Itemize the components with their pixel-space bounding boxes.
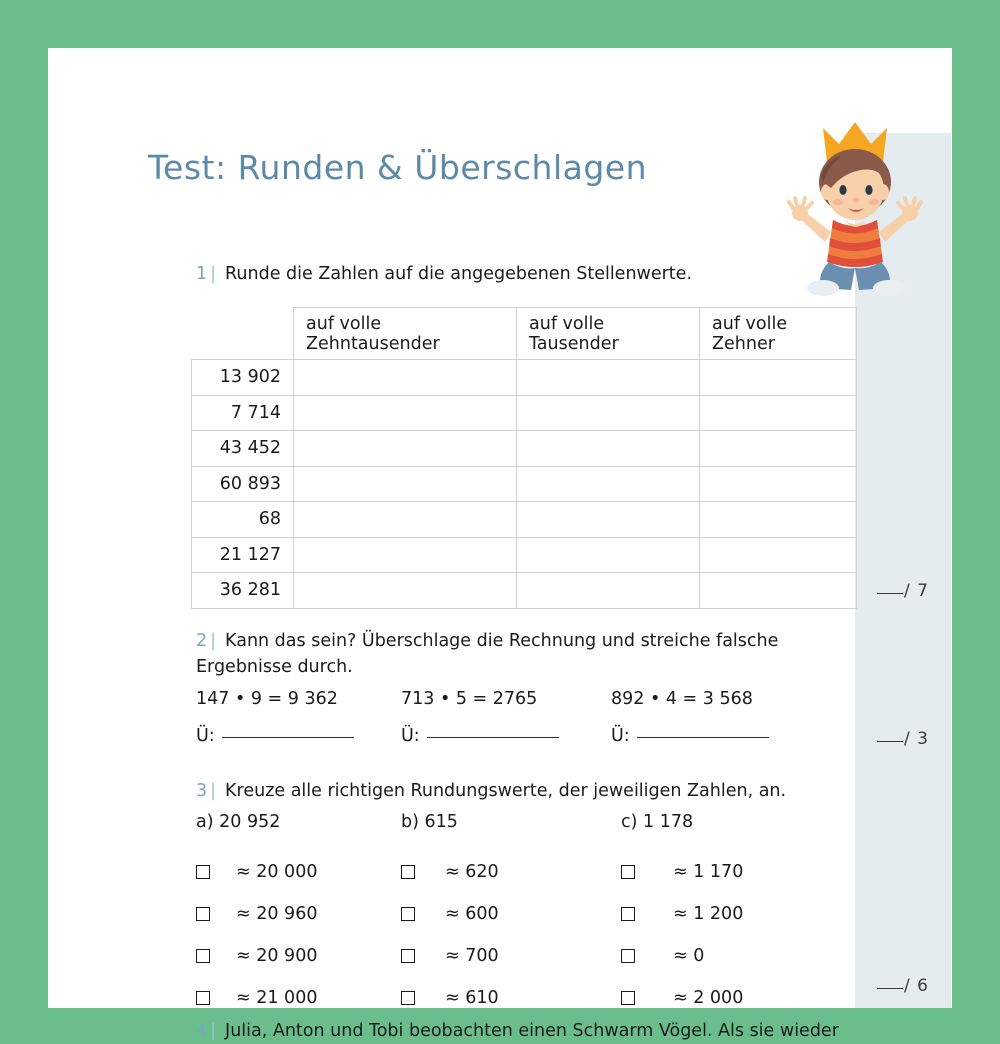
answer-cell-c1[interactable] bbox=[294, 502, 517, 538]
exercise-1-number: 1 | bbox=[196, 264, 217, 284]
exercise-2-instruction: Kann das sein? Überschlage die Rechnung und streiche falsche Ergebnisse durch. bbox=[196, 631, 779, 678]
option-row[interactable] bbox=[621, 935, 743, 977]
answer-cell-c1[interactable] bbox=[294, 395, 517, 431]
checkbox[interactable] bbox=[196, 991, 210, 1005]
exercise-3-instruction: Kreuze alle richtigen Rundungswerte, der jeweiligen Zahlen, an. bbox=[225, 781, 787, 801]
rounding-table bbox=[191, 307, 857, 609]
checkbox[interactable] bbox=[401, 991, 415, 1005]
option-row[interactable] bbox=[621, 977, 743, 1019]
option-value: ≈ 2 000 bbox=[673, 988, 744, 1008]
checkbox[interactable] bbox=[401, 865, 415, 879]
exercise-1-heading bbox=[196, 261, 692, 287]
column-header-tausender: auf volle Tausender bbox=[517, 308, 700, 360]
answer-cell-c3[interactable] bbox=[700, 395, 857, 431]
option-row[interactable] bbox=[196, 935, 317, 977]
option-value: ≈ 0 bbox=[673, 946, 705, 966]
answer-field-3[interactable] bbox=[611, 726, 769, 746]
exercise-4-instruction: Julia, Anton und Tobi beobachten einen Schwarm Vögel. Als sie wieder bbox=[225, 1021, 839, 1041]
table-row bbox=[192, 360, 857, 396]
equation-2: 713 • 5 = 2765 bbox=[401, 689, 538, 709]
score-max: 3 bbox=[917, 729, 929, 749]
score-exercise-1 bbox=[855, 581, 951, 601]
answer-cell-c3[interactable] bbox=[700, 431, 857, 467]
exercise-1-instruction: Runde die Zahlen auf die angegebenen Stellenwerte. bbox=[225, 264, 693, 284]
answer-label-1: Ü: bbox=[196, 726, 215, 746]
option-row[interactable] bbox=[401, 977, 499, 1019]
option-row[interactable] bbox=[196, 893, 317, 935]
table-row bbox=[192, 395, 857, 431]
option-value: ≈ 600 bbox=[445, 904, 499, 924]
option-value: ≈ 20 960 bbox=[236, 904, 318, 924]
score-max: 7 bbox=[917, 581, 929, 601]
exercise-2-number: 2 | bbox=[196, 631, 217, 651]
row-number-cell: 13 902 bbox=[192, 360, 294, 396]
answer-cell-c2[interactable] bbox=[517, 395, 700, 431]
score-blank-line[interactable] bbox=[877, 741, 903, 742]
option-row[interactable] bbox=[196, 977, 317, 1019]
option-row[interactable] bbox=[621, 893, 743, 935]
table-row bbox=[192, 502, 857, 538]
score-max: 6 bbox=[917, 976, 929, 996]
option-column-label: c) 1 178 bbox=[621, 812, 694, 832]
checkbox[interactable] bbox=[196, 907, 210, 921]
column-header-zehner: auf volle Zehner bbox=[700, 308, 857, 360]
option-value: ≈ 20 000 bbox=[236, 862, 318, 882]
answer-label-2: Ü: bbox=[401, 726, 420, 746]
option-row[interactable] bbox=[401, 935, 499, 977]
exercise-3-heading bbox=[196, 778, 861, 804]
row-number-cell: 60 893 bbox=[192, 466, 294, 502]
score-exercise-2 bbox=[855, 729, 951, 749]
row-number-cell: 7 714 bbox=[192, 395, 294, 431]
answer-cell-c1[interactable] bbox=[294, 466, 517, 502]
answer-label-3: Ü: bbox=[611, 726, 630, 746]
answer-field-2[interactable] bbox=[401, 726, 559, 746]
worksheet-content bbox=[148, 148, 839, 1041]
page-title: Test: Runden & Überschlagen bbox=[148, 148, 648, 187]
score-slash: / bbox=[904, 729, 911, 749]
option-row[interactable] bbox=[401, 893, 499, 935]
row-number-cell: 68 bbox=[192, 502, 294, 538]
option-row[interactable] bbox=[401, 851, 499, 893]
equation-1: 147 • 9 = 9 362 bbox=[196, 689, 338, 709]
answer-cell-c3[interactable] bbox=[700, 360, 857, 396]
worksheet-page bbox=[48, 48, 952, 1041]
table-row bbox=[192, 537, 857, 573]
option-value: ≈ 1 170 bbox=[673, 862, 744, 882]
score-blank-line[interactable] bbox=[877, 988, 903, 989]
answer-cell-c3[interactable] bbox=[700, 573, 857, 609]
option-column-label: b) 615 bbox=[401, 812, 458, 832]
answer-cell-c1[interactable] bbox=[294, 537, 517, 573]
option-row[interactable] bbox=[196, 851, 317, 893]
row-number-cell: 43 452 bbox=[192, 431, 294, 467]
checkbox[interactable] bbox=[401, 949, 415, 963]
equation-3: 892 • 4 = 3 568 bbox=[611, 689, 753, 709]
score-slash: / bbox=[904, 976, 911, 996]
answer-cell-c3[interactable] bbox=[700, 466, 857, 502]
checkbox[interactable] bbox=[401, 907, 415, 921]
checkbox[interactable] bbox=[196, 865, 210, 879]
option-value: ≈ 21 000 bbox=[236, 988, 318, 1008]
table-corner-cell bbox=[192, 308, 294, 360]
exercise-2-heading bbox=[196, 628, 861, 681]
score-slash: / bbox=[904, 581, 911, 601]
answer-cell-c2[interactable] bbox=[517, 466, 700, 502]
table-row bbox=[192, 466, 857, 502]
answer-field-1[interactable] bbox=[196, 726, 354, 746]
column-header-zehntausender: auf volle Zehntausender bbox=[294, 308, 517, 360]
exercise-4-number: 4 | bbox=[196, 1021, 217, 1041]
answer-cell-c2[interactable] bbox=[517, 431, 700, 467]
option-row[interactable] bbox=[621, 851, 743, 893]
answer-blank-3[interactable] bbox=[637, 737, 769, 738]
score-exercise-3 bbox=[855, 976, 951, 996]
answer-cell-c1[interactable] bbox=[294, 573, 517, 609]
answer-cell-c2[interactable] bbox=[517, 573, 700, 609]
answer-cell-c2[interactable] bbox=[517, 360, 700, 396]
answer-blank-2[interactable] bbox=[427, 737, 559, 738]
answer-blank-1[interactable] bbox=[222, 737, 354, 738]
row-number-cell: 36 281 bbox=[192, 573, 294, 609]
option-value: ≈ 620 bbox=[445, 862, 499, 882]
option-value: ≈ 1 200 bbox=[673, 904, 744, 924]
option-column-label: a) 20 952 bbox=[196, 812, 281, 832]
option-column-a bbox=[196, 812, 317, 1019]
score-blank-line[interactable] bbox=[877, 593, 903, 594]
boy-with-crown-icon bbox=[783, 120, 933, 295]
checkbox[interactable] bbox=[621, 865, 635, 879]
exercise-3-number: 3 | bbox=[196, 781, 217, 801]
option-value: ≈ 700 bbox=[445, 946, 499, 966]
table-header-row bbox=[192, 308, 857, 360]
checkbox[interactable] bbox=[196, 949, 210, 963]
answer-cell-c3[interactable] bbox=[700, 537, 857, 573]
checkbox[interactable] bbox=[621, 949, 635, 963]
answer-cell-c2[interactable] bbox=[517, 537, 700, 573]
option-column-c bbox=[621, 812, 743, 1019]
checkbox[interactable] bbox=[621, 991, 635, 1005]
option-value: ≈ 610 bbox=[445, 988, 499, 1008]
exercise-4-heading bbox=[196, 1018, 896, 1044]
table-row bbox=[192, 431, 857, 467]
answer-cell-c2[interactable] bbox=[517, 502, 700, 538]
checkbox[interactable] bbox=[621, 907, 635, 921]
table-row bbox=[192, 573, 857, 609]
option-column-b bbox=[401, 812, 499, 1019]
row-number-cell: 21 127 bbox=[192, 537, 294, 573]
answer-cell-c1[interactable] bbox=[294, 431, 517, 467]
option-value: ≈ 20 900 bbox=[236, 946, 318, 966]
answer-cell-c3[interactable] bbox=[700, 502, 857, 538]
answer-cell-c1[interactable] bbox=[294, 360, 517, 396]
